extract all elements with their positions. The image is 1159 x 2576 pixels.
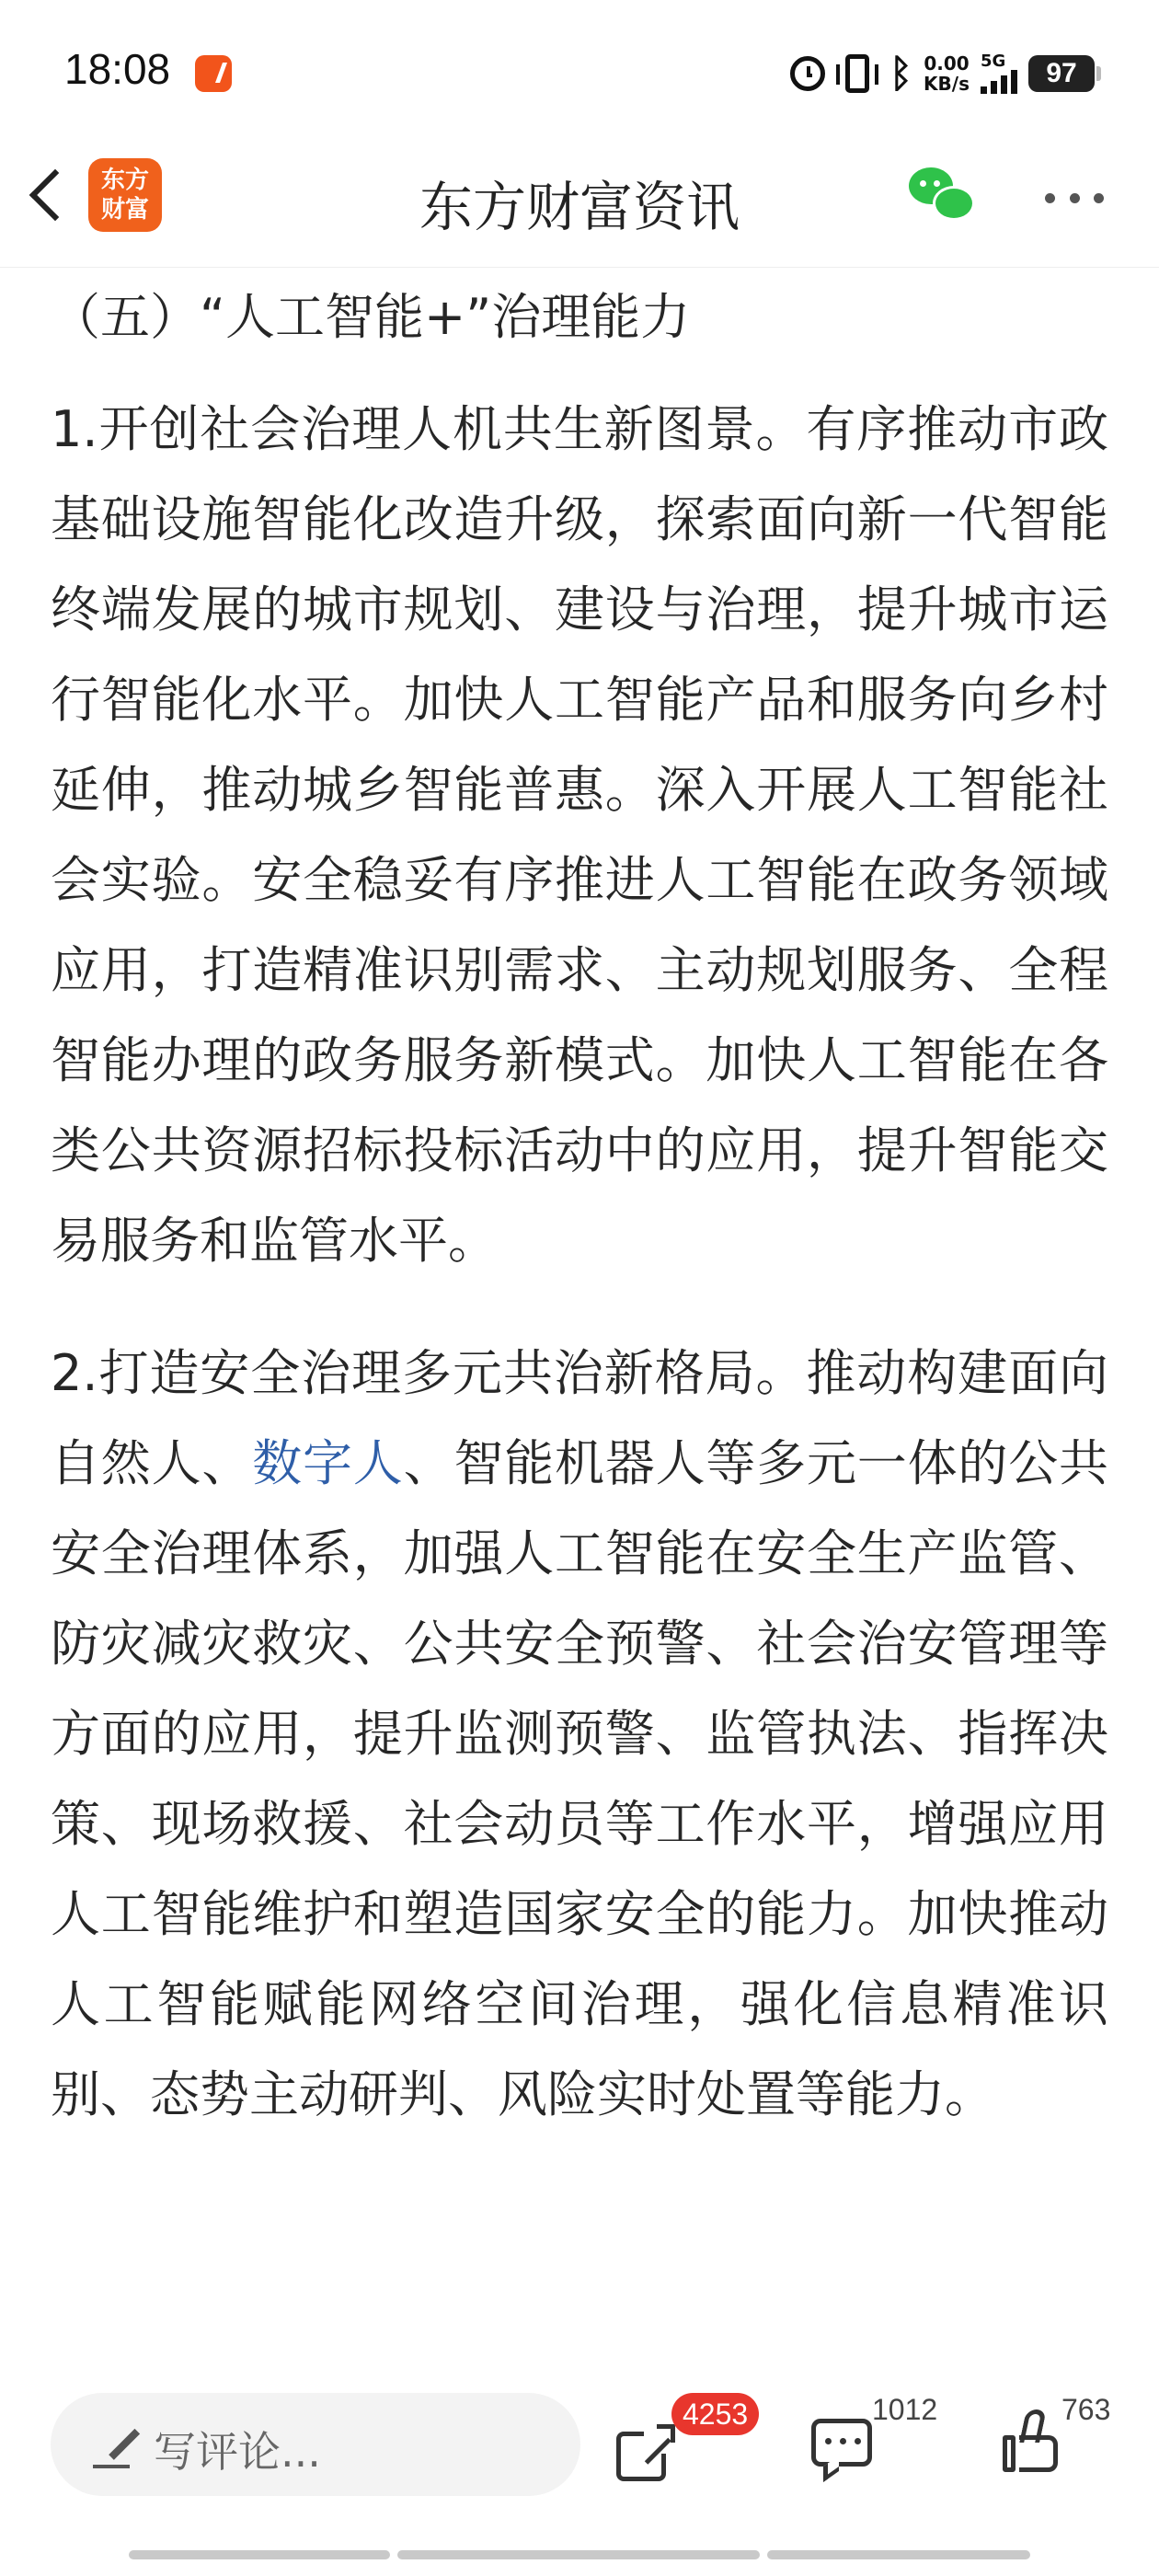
notification-app-icon (195, 55, 232, 92)
like-count: 763 (1061, 2393, 1111, 2426)
comment-bubble-icon (811, 2419, 872, 2467)
signal-icon (981, 53, 1017, 94)
paragraph-2-text-b: 、智能机器人等多元一体的公共安全治理体系，加强人工智能在安全生产监管、防灾减灾救灾、公共安全预警、社会治安管理等方面的应用，提升监测预警、监管执法、指挥决策、现场救援、社会动员等工作水平，增强应用人工智能维护和塑造国家安全的能力。加快推动人工智能赋能网络空间治理，强化信息精准识别、态势主动研判、风险实时处置等能力。 (51, 1434, 1109, 2123)
network-speed-value: 0.00 (924, 52, 970, 75)
more-options-button[interactable] (1045, 193, 1104, 206)
comment-count: 1012 (872, 2393, 938, 2426)
gesture-bar-segment-3 (767, 2550, 1030, 2559)
digital-human-link[interactable]: 数字人 (252, 1434, 404, 1492)
comment-placeholder: 写评论... (154, 2427, 321, 2477)
gesture-bar-segment-1 (129, 2550, 390, 2559)
signal-label: 5G (981, 52, 1006, 71)
article-content[interactable] (0, 268, 1159, 2367)
network-speed (924, 53, 970, 94)
logo-text-line1: 东方 (100, 167, 149, 194)
status-bar (0, 0, 1159, 138)
bluetooth-icon: ᛒ (889, 51, 913, 96)
wechat-share-button[interactable] (909, 167, 975, 226)
app-header (0, 138, 1159, 268)
previous-paragraph-fragment (51, 268, 1108, 269)
gesture-bar-segment-2 (397, 2550, 760, 2559)
vibrate-icon (845, 54, 869, 93)
page-title: 东方财富资讯 (419, 176, 740, 238)
status-time: 18:08 (64, 45, 171, 93)
comment-input[interactable] (51, 2393, 580, 2496)
battery-icon: 97 (1028, 55, 1095, 92)
status-icons (790, 46, 1095, 101)
paragraph-2 (51, 1328, 1108, 2140)
pencil-icon (93, 2421, 133, 2468)
paragraph-2-text-a: 2.打造安全治理多元共治新格局。推动构建面向自然人、 (51, 1344, 1108, 1492)
bottom-action-bar (0, 2367, 1159, 2576)
alarm-icon (790, 56, 825, 91)
logo-text-line2: 财富 (100, 196, 149, 224)
section-heading: （五）“人工智能+”治理能力 (51, 288, 691, 346)
paragraph-1: 1.开创社会治理人机共生新图景。有序推动市政基础设施智能化改造升级，探索面向新一代智能终端发展的城市规划、建设与治理，提升城市运行智能化水平。加快人工智能产品和服务向乡村延伸，推动城乡智能普惠。深入开展人工智能社会实验。安全稳妥有序推进人工智能在政务领域应用，打造精准识别需求、主动规划服务、全程智能办理的政务服务新模式。加快人工智能在各类公共资源招标投标活动中的应用，提升智能交易服务和监管水平。 (51, 400, 1108, 1270)
share-count-badge: 4253 (671, 2393, 759, 2435)
share-icon (616, 2422, 671, 2478)
network-speed-unit: KB/s (924, 73, 970, 95)
